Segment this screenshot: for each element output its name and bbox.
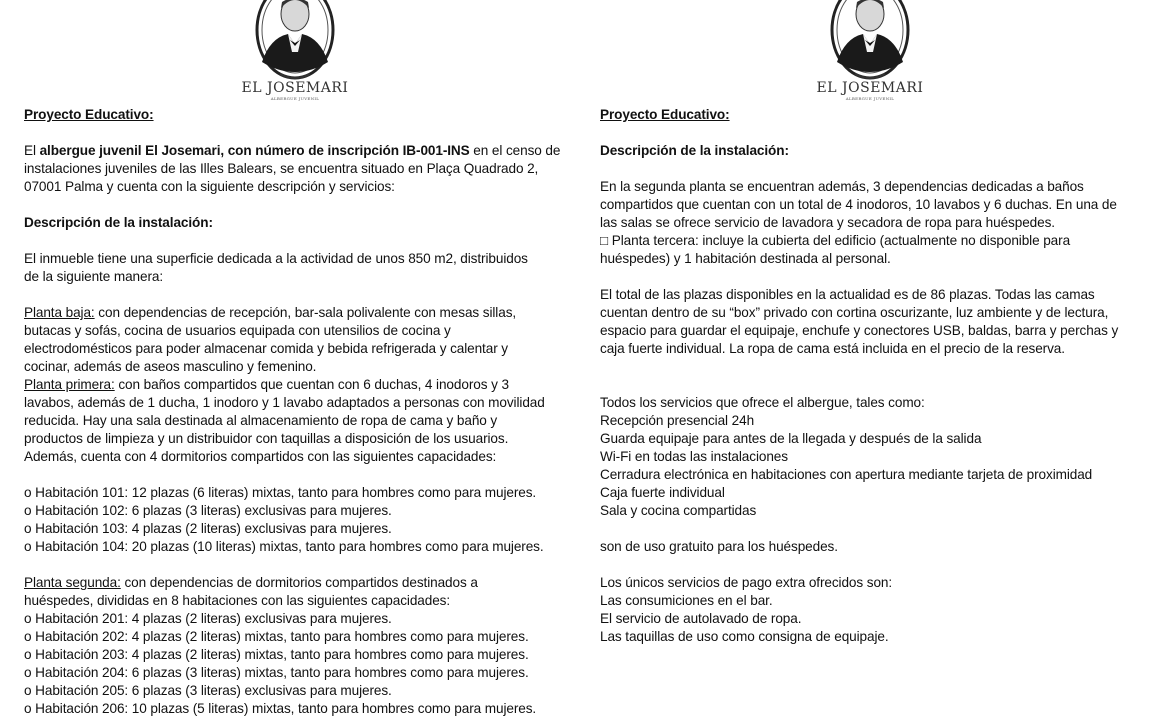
free-services-note: son de uso gratuito para los huéspedes. [600,539,838,554]
planta-baja-label: Planta baja: [24,305,95,320]
document-page-left [0,0,560,720]
planta-primera-line-1 [24,376,554,394]
service-item: Recepción presencial 24h [600,413,755,428]
total-plazas-line: caja fuerte individual. La ropa de cama está incluida en el precio de la reserva. [600,341,1065,356]
intro-paragraph [24,142,561,160]
portrait-frame-icon [815,0,925,80]
room-list-item: o Habitación 206: 10 plazas (5 literas) mixtas, tanto para hombres como para mujeres. [24,701,537,716]
page-heading: Proyecto Educativo: [24,107,154,122]
hostel-logo [815,0,925,105]
paid-services-intro: Los únicos servicios de pago extra ofrecidos son: [600,575,893,590]
second-floor-line: las salas se ofrece servicio de lavadora y secadora de ropa para huéspedes. [600,215,1055,230]
second-floor-line: En la segunda planta se encuentran además, 3 dependencias dedicadas a baños [600,179,1084,194]
planta-segunda-line-1 [24,574,554,592]
planta-segunda-label: Planta segunda: [24,575,121,590]
room-list-item: o Habitación 103: 4 plazas (2 literas) exclusivas para mujeres. [24,521,392,536]
intro-line1-rest: en el censo de [469,143,561,158]
service-item: Guarda equipaje para antes de la llegada y después de la salida [600,431,982,446]
total-plazas-line: espacio para guardar el equipaje, enchufe y conectores USB, baldas, barra y perchas y [600,323,1119,338]
room-list-item: o Habitación 204: 6 plazas (3 literas) mixtas, tanto para hombres como para mujeres. [24,665,529,680]
service-item: Caja fuerte individual [600,485,725,500]
surface-line-2: de la siguiente manera: [24,269,164,284]
room-list-item: o Habitación 101: 12 plazas (6 literas) mixtas, tanto para hombres como para mujeres. [24,485,537,500]
room-list-item: o Habitación 102: 6 plazas (3 literas) exclusivas para mujeres. [24,503,392,518]
paid-service-item: El servicio de autolavado de ropa. [600,611,802,626]
planta-tercera-line: □ Planta tercera: incluye la cubierta del edificio (actualmente no disponible para [600,233,1071,248]
document-body-right [600,106,1130,646]
document-body-left [24,106,561,718]
total-plazas-line: El total de las plazas disponibles en la actualidad es de 86 plazas. Todas las camas [600,287,1095,302]
planta-segunda-text: con dependencias de dormitorios compartidos destinados a [120,575,478,590]
hostel-registration: albergue juvenil El Josemari, con número de inscripción IB-001-INS [39,143,470,158]
service-item: Sala y cocina compartidas [600,503,757,518]
document-page-right [576,0,1136,720]
planta-baja-text: con dependencias de recepción, bar-sala polivalente con mesas sillas, [94,305,517,320]
second-floor-line: compartidos que cuentan con un total de 4 inodoros, 10 lavabos y 6 duchas. En una de [600,197,1117,212]
paid-service-item: Las taquillas de uso como consigna de equipaje. [600,629,889,644]
page-heading: Proyecto Educativo: [600,107,730,122]
section-title: Descripción de la instalación: [24,215,213,230]
planta-baja-line-1 [24,304,554,322]
room-list-item: o Habitación 203: 4 plazas (2 literas) mixtas, tanto para hombres como para mujeres. [24,647,529,662]
room-list-item: o Habitación 201: 4 plazas (2 literas) exclusivas para mujeres. [24,611,392,626]
paid-service-item: Las consumiciones en el bar. [600,593,773,608]
logo-subtitle: ALBERGUE JUVENIL [270,96,320,101]
logo-name: EL JOSEMARI [241,80,349,96]
service-item: Wi-Fi en todas las instalaciones [600,449,788,464]
surface-line-1: El inmueble tiene una superficie dedicada a la actividad de unos 850 m2, distribuidos [24,251,528,266]
total-plazas-line: cuentan dentro de su “box” privado con cortina oscurizante, luz ambiente y de lectura, [600,305,1109,320]
intro-prefix: El [24,143,40,158]
planta-tercera-line: huéspedes) y 1 habitación destinada al personal. [600,251,891,266]
service-item: Cerradura electrónica en habitaciones con apertura mediante tarjeta de proximidad [600,467,1093,482]
planta-baja-line-2: butacas y sofás, cocina de usuarios equipada con utensilios de cocina y [24,323,451,338]
logo-subtitle: ALBERGUE JUVENIL [845,96,895,101]
planta-primera-line-3: reducida. Hay una sala destinada al almacenamiento de ropa de cama y baño y [24,413,498,428]
planta-primera-text: con baños compartidos que cuentan con 6 duchas, 4 inodoros y 3 [114,377,509,392]
intro-line-2: instalaciones juveniles de las Illes Balears, se encuentra situado en Plaça Quadrado 2, [24,161,539,176]
planta-primera-line-4: productos de limpieza y un distribuidor con taquillas a disposición de los usuarios. [24,431,509,446]
portrait-frame-icon [240,0,350,80]
services-intro: Todos los servicios que ofrece el albergue, tales como: [600,395,925,410]
room-list-item: o Habitación 202: 4 plazas (2 literas) mixtas, tanto para hombres como para mujeres. [24,629,529,644]
room-list-item: o Habitación 205: 6 plazas (3 literas) exclusivas para mujeres. [24,683,392,698]
room-list-item: o Habitación 104: 20 plazas (10 literas) mixtas, tanto para hombres como para mujeres. [24,539,544,554]
hostel-logo [240,0,350,105]
planta-primera-line-2: lavabos, además de 1 ducha, 1 inodoro y 1 lavabo adaptados a personas con movilidad [24,395,545,410]
planta-baja-line-4: cocinar, además de aseos masculino y femenino. [24,359,317,374]
planta-baja-line-3: electrodomésticos para poder almacenar comida y bebida refrigerada y calentar y [24,341,508,356]
intro-line-3: 07001 Palma y cuenta con la siguiente descripción y servicios: [24,179,395,194]
planta-primera-label: Planta primera: [24,377,115,392]
section-title: Descripción de la instalación: [600,143,789,158]
logo-name: EL JOSEMARI [816,80,924,96]
planta-primera-line-5: Además, cuenta con 4 dormitorios compartidos con las siguientes capacidades: [24,449,497,464]
planta-segunda-line-2: huéspedes, divididas en 8 habitaciones con las siguientes capacidades: [24,593,451,608]
